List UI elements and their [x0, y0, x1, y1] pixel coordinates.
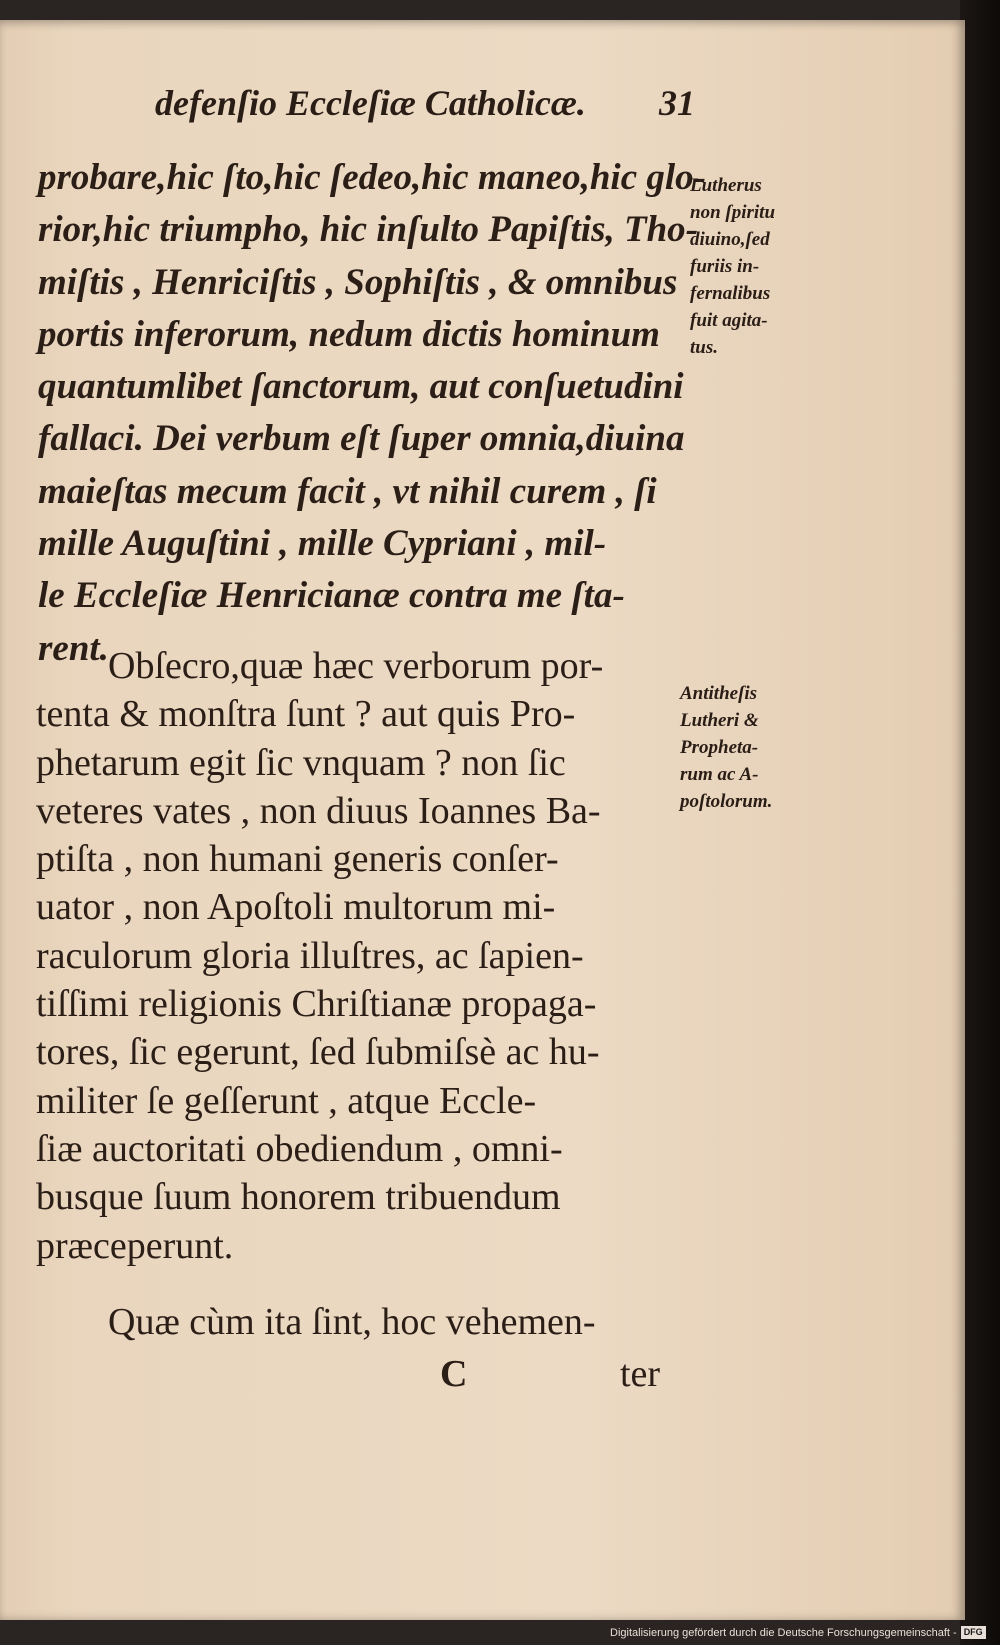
note-line: Lutheri & — [680, 710, 759, 731]
note-line: furiis in- — [690, 256, 760, 277]
text-line: busque ſuum honorem tribuendum — [36, 1176, 561, 1219]
text-line: tiſſimi religionis Chriſtianæ propaga- — [36, 983, 597, 1026]
text-line: ptiſta , non humani generis conſer- — [36, 838, 559, 881]
signature-mark: C — [440, 1353, 468, 1395]
text-line: mille Auguſtini , mille Cypriani , mil- — [38, 523, 607, 565]
body-paragraph — [36, 642, 701, 1270]
text-line: tores, ſic egerunt, ſed ſubmiſsè ac hu- — [36, 1031, 600, 1074]
running-header — [155, 82, 695, 124]
text-line: fallaci. Dei verbum eſt ſuper omnia,diuina — [38, 418, 685, 460]
text-line: rior,hic triumpho, hic inſulto Papiſtis, Tho- — [38, 209, 698, 251]
catchword: ter — [620, 1353, 661, 1395]
text-line: quantumlibet ſanctorum, aut conſuetudini — [38, 366, 684, 408]
page-number: 31 — [659, 83, 695, 123]
text-line: præceperunt. — [36, 1224, 234, 1267]
text-line: probare,hic ſto,hic ſedeo,hic maneo,hic glo- — [38, 157, 706, 198]
text-line: Obſecro,quæ hæc verborum por- — [108, 645, 604, 687]
note-line: diuino,ſed — [690, 229, 770, 250]
note-line: tus. — [690, 337, 718, 358]
note-line: fernalibus — [690, 283, 771, 304]
margin-note — [680, 680, 830, 815]
text-line: maieſtas mecum facit , vt nihil curem , ſi — [38, 470, 657, 512]
note-line: Propheta- — [680, 737, 759, 758]
note-line: fuit agita- — [690, 310, 768, 331]
note-line: Lutherus — [690, 175, 762, 196]
text-line: phetarum egit ſic vnquam ? non ſic — [36, 741, 566, 784]
margin-note — [690, 172, 840, 361]
text-line: le Eccleſiæ Henricianæ contra me ſta- — [38, 575, 625, 617]
book-spine — [960, 0, 1000, 1645]
text-line: tenta & monſtra ſunt ? aut quis Pro- — [36, 693, 576, 736]
dfg-logo: DFG — [961, 1626, 986, 1639]
note-line: rum ac A- — [680, 764, 759, 785]
note-line: Antitheſis — [680, 683, 758, 704]
text-line: rent. — [38, 627, 109, 669]
text-line: raculorum gloria illuſtres, ac ſapien- — [36, 934, 584, 977]
text-line: militer ſe geſſerunt , atque Eccle- — [36, 1079, 537, 1122]
credit-text: Digitalisierung gefördert durch die Deutsche Forschungsgemeinschaft - — [610, 1626, 957, 1639]
note-line: non ſpiritu — [690, 202, 776, 223]
text-line: veteres vates , non diuus Ioannes Ba- — [36, 789, 601, 832]
paragraph-start: Quæ cùm ita ſint, hoc vehemen- — [108, 1301, 596, 1343]
text-line: miſtis , Henriciſtis , Sophiſtis , & omnibus — [38, 261, 678, 303]
note-line: poſtolorum. — [680, 791, 773, 812]
text-line: uator , non Apoſtoli multorum mi- — [36, 886, 556, 929]
text-line: portis inferorum, nedum dictis hominum — [38, 313, 660, 355]
digitization-credit — [610, 1626, 986, 1639]
text-line: ſiæ auctoritati obediendum , omni- — [36, 1127, 563, 1170]
running-title: defenſio Eccleſiæ Catholicæ. — [155, 83, 586, 123]
